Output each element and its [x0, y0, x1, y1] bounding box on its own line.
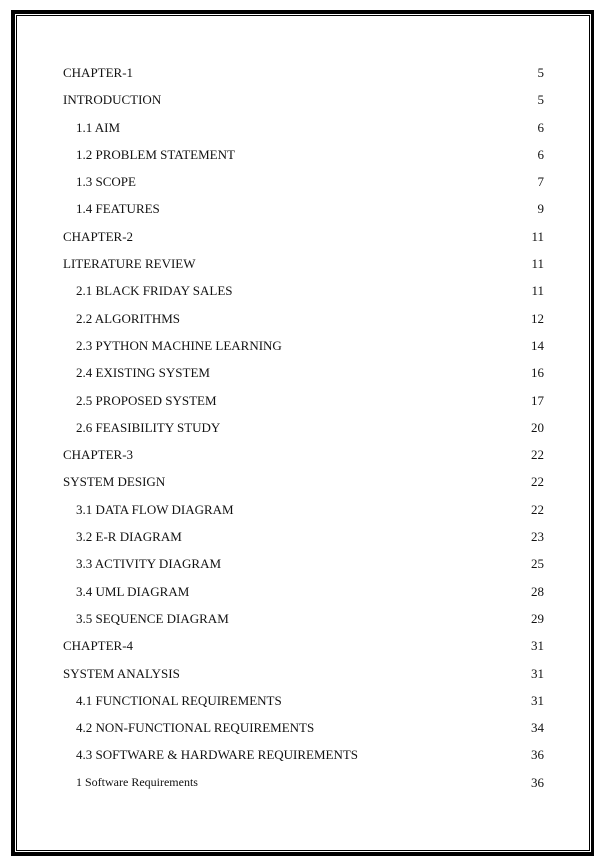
toc-entry-row [63, 496, 544, 523]
toc-entry-title: INTRODUCTION [63, 92, 162, 108]
toc-entry-row [63, 141, 544, 168]
toc-entry-title: 2.5 PROPOSED SYSTEM [76, 392, 217, 408]
toc-entry-title: 4.1 FUNCTIONAL REQUIREMENTS [76, 692, 282, 708]
toc-entry-title: 3.3 ACTIVITY DIAGRAM [76, 556, 222, 572]
toc-heading-row [63, 441, 544, 468]
toc-entry-title: SYSTEM DESIGN [63, 474, 166, 490]
toc-entry-title: 3.1 DATA FLOW DIAGRAM [76, 501, 234, 517]
toc-heading-row [63, 223, 544, 250]
toc-page-number: 16 [531, 365, 544, 381]
toc-page-number: 5 [537, 65, 544, 80]
toc-page-number: 31 [531, 692, 544, 708]
toc-page-number: 14 [531, 337, 544, 353]
toc-page-number: 31 [531, 638, 544, 654]
toc-heading-row [63, 86, 544, 113]
toc-heading-row [63, 660, 544, 687]
toc-entry-title: 3.5 SEQUENCE DIAGRAM [76, 610, 229, 626]
toc-page-number: 11 [531, 256, 544, 272]
toc-entry-row [63, 687, 544, 714]
toc-page-number: 22 [531, 501, 544, 517]
toc-entry-title: 1.4 FEATURES [76, 201, 160, 217]
toc-entry-title: 1.1 AIM [76, 119, 121, 135]
toc-heading-row [63, 250, 544, 277]
toc-entry-title: 2.6 FEASIBILITY STUDY [76, 419, 221, 435]
toc-entry-title: CHAPTER-4 [63, 638, 134, 654]
toc-page-number: 34 [531, 720, 544, 736]
toc-entry-title: CHAPTER-3 [63, 447, 134, 463]
toc-entry-row [63, 523, 544, 550]
toc-page-number: 6 [537, 146, 544, 162]
toc-page-number: 22 [531, 474, 544, 490]
table-of-contents [63, 59, 544, 796]
toc-entry-title: 3.4 UML DIAGRAM [76, 583, 190, 599]
toc-entry-title: 3.2 E-R DIAGRAM [76, 529, 182, 545]
toc-entry-row [63, 387, 544, 414]
toc-heading-row [63, 632, 544, 659]
toc-entry-row [63, 414, 544, 441]
toc-entry-title: CHAPTER-2 [63, 228, 134, 244]
toc-entry-title: LITERATURE REVIEW [63, 256, 196, 272]
toc-page-number: 36 [531, 774, 544, 790]
toc-page-number: 25 [531, 556, 544, 572]
toc-page-number: 31 [531, 665, 544, 681]
toc-page-number: 36 [531, 747, 544, 763]
toc-entry-row [63, 332, 544, 359]
toc-entry-title: 2.2 ALGORITHMS [76, 310, 181, 326]
toc-entry-row [63, 195, 544, 222]
toc-entry-row [63, 550, 544, 577]
toc-entry-title: CHAPTER-1 [63, 65, 134, 80]
toc-entry-title: 4.2 NON-FUNCTIONAL REQUIREMENTS [76, 720, 315, 736]
toc-page-number: 5 [537, 92, 544, 108]
toc-entry-row [63, 114, 544, 141]
toc-page-number: 22 [531, 447, 544, 463]
toc-entry-title: 4.3 SOFTWARE & HARDWARE REQUIREMENTS [76, 747, 359, 763]
toc-entry-row [63, 305, 544, 332]
toc-entry-title: 2.1 BLACK FRIDAY SALES [76, 283, 233, 299]
toc-entry-row [63, 714, 544, 741]
toc-page-number: 9 [537, 201, 544, 217]
toc-heading-row [63, 59, 544, 86]
toc-page-number: 17 [531, 392, 544, 408]
toc-page-number: 6 [537, 119, 544, 135]
toc-entry-title: 1 Software Requirements [76, 774, 198, 789]
toc-entry-row [63, 769, 544, 796]
toc-page-number: 12 [531, 310, 544, 326]
toc-entry-row [63, 605, 544, 632]
toc-page-number: 23 [531, 529, 544, 545]
toc-page-number: 28 [531, 583, 544, 599]
toc-page-number: 11 [531, 283, 544, 299]
toc-page-number: 29 [531, 610, 544, 626]
toc-entry-title: SYSTEM ANALYSIS [63, 665, 180, 681]
toc-entry-row [63, 168, 544, 195]
toc-page-number: 20 [531, 419, 544, 435]
toc-entry-row [63, 277, 544, 304]
toc-entry-title: 1.2 PROBLEM STATEMENT [76, 146, 235, 162]
toc-entry-row [63, 578, 544, 605]
toc-entry-title: 2.4 EXISTING SYSTEM [76, 365, 210, 381]
toc-heading-row [63, 468, 544, 495]
toc-page-number: 7 [537, 174, 544, 190]
toc-entry-title: 2.3 PYTHON MACHINE LEARNING [76, 337, 282, 353]
toc-entry-row [63, 359, 544, 386]
toc-entry-row [63, 741, 544, 768]
toc-page-number: 11 [531, 228, 544, 244]
toc-entry-title: 1.3 SCOPE [76, 174, 136, 190]
